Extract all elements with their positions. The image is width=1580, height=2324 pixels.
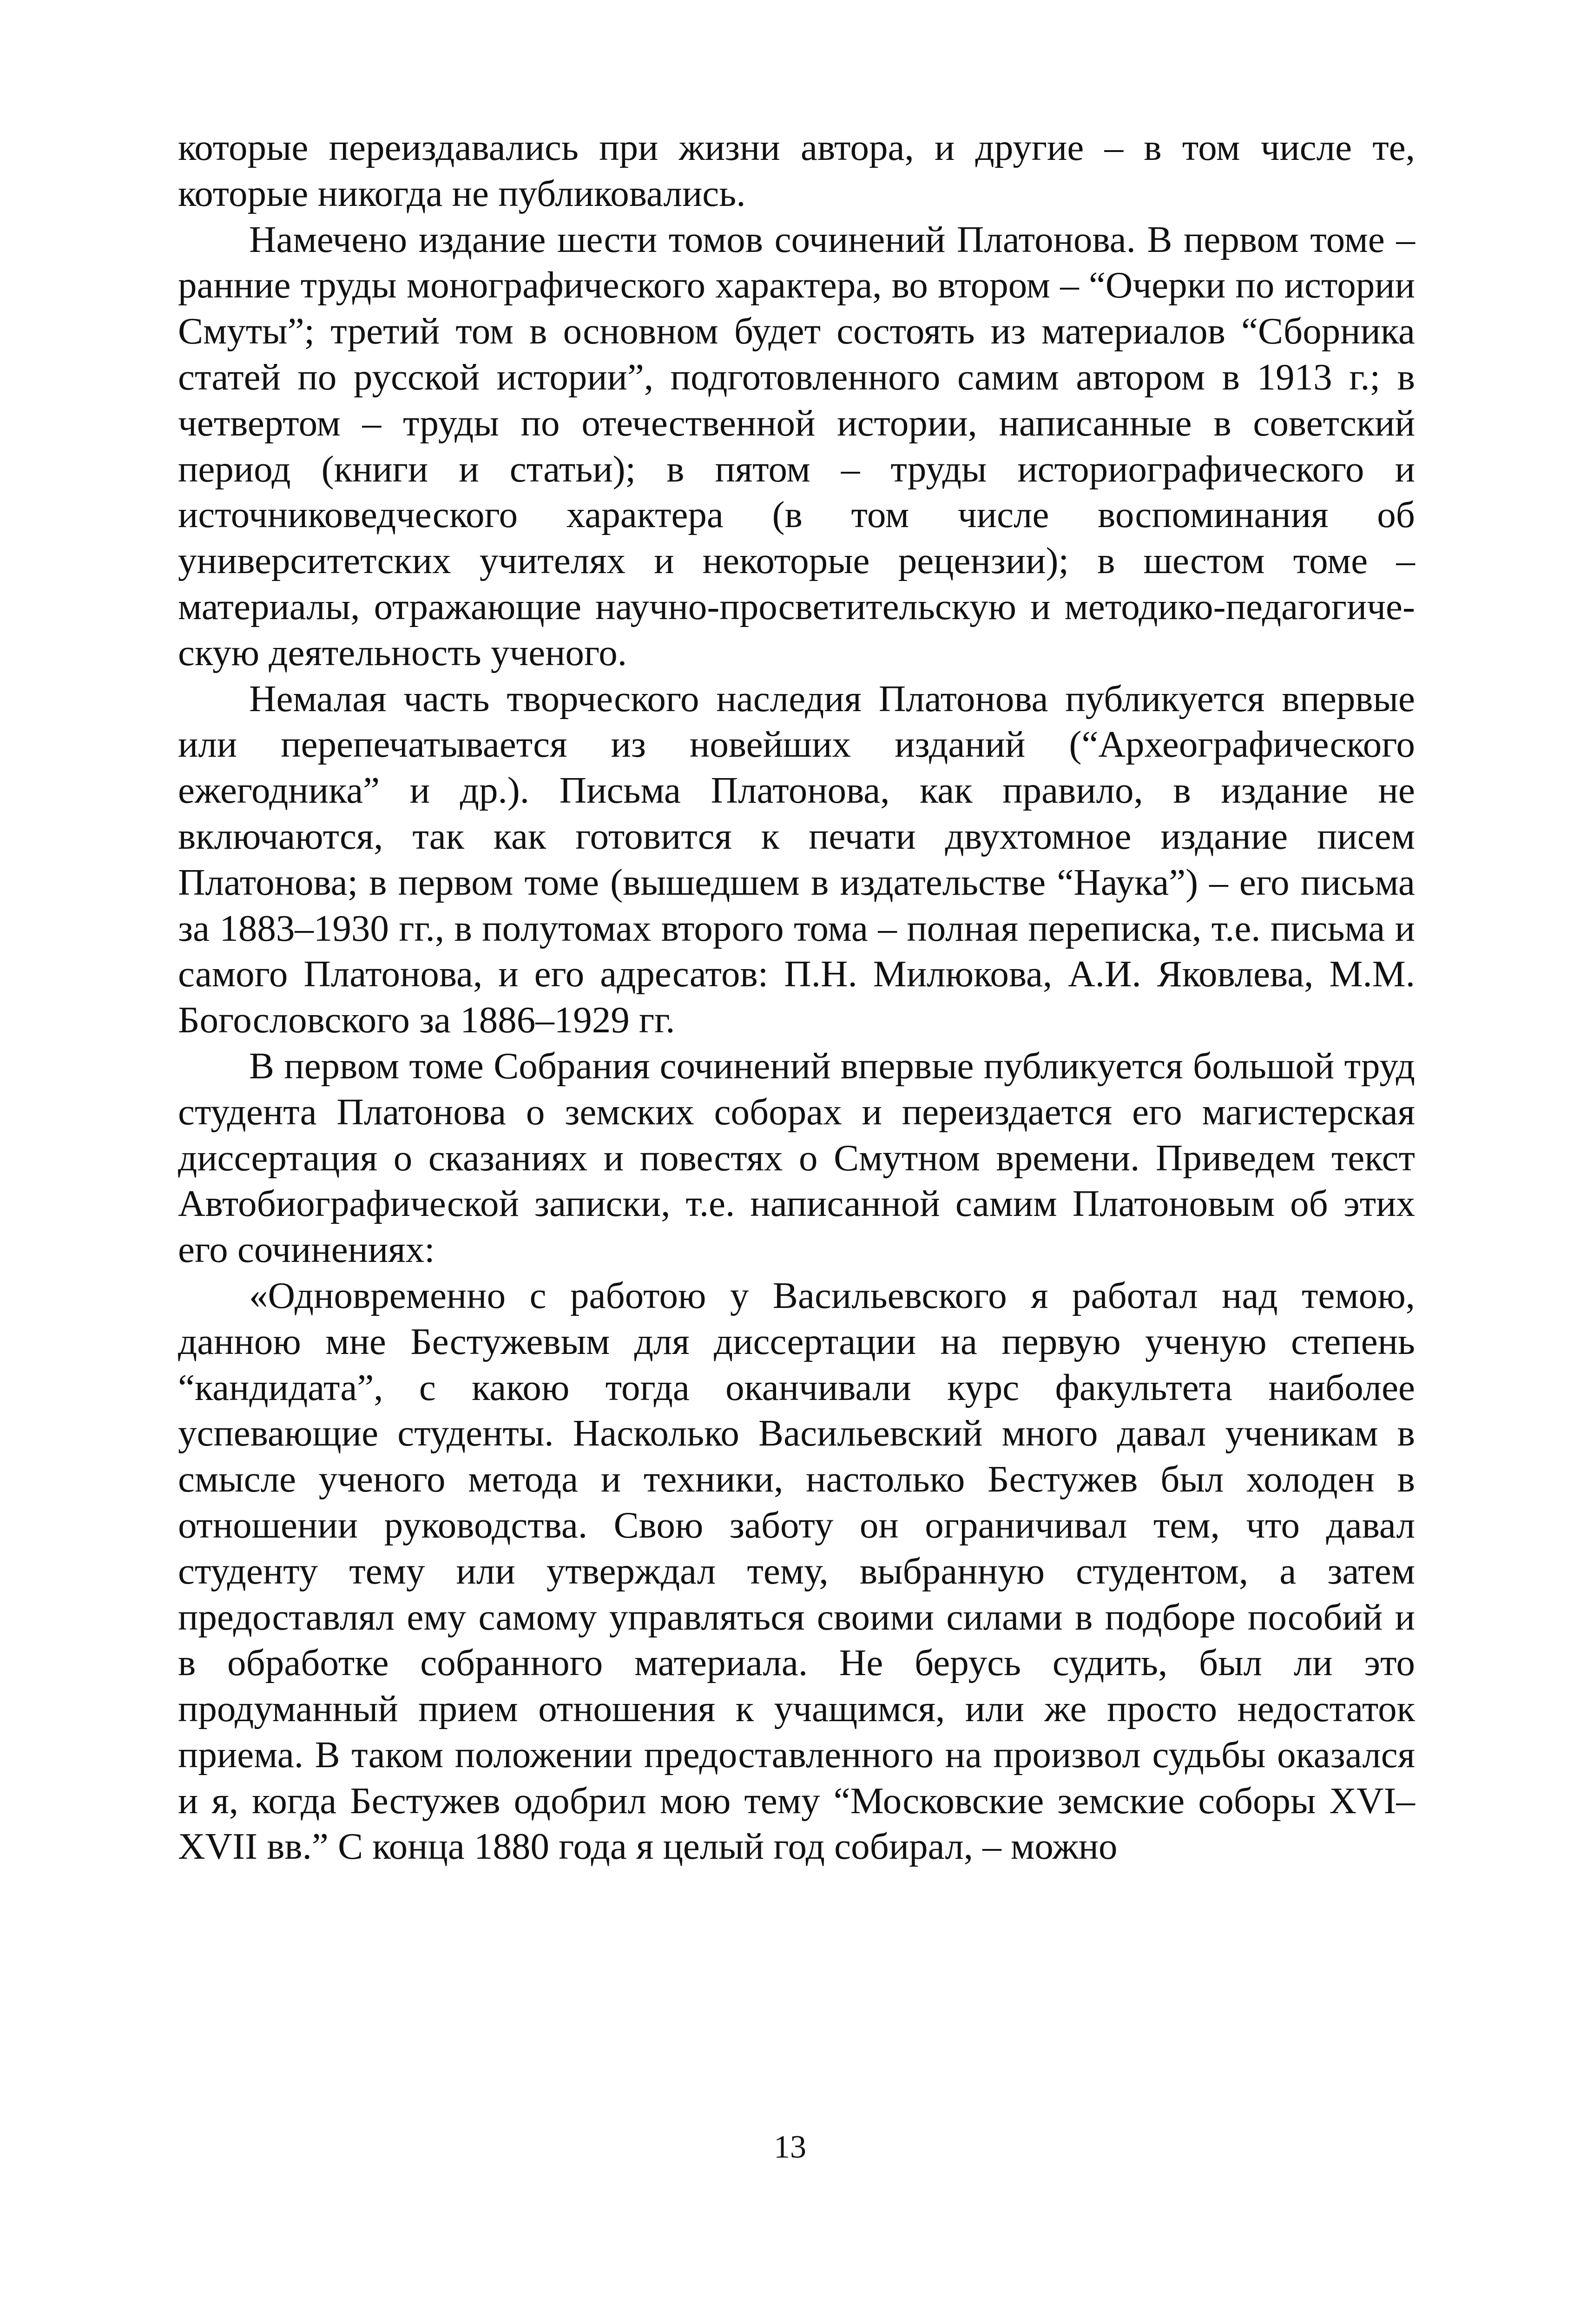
paragraph-3: Немалая часть творческого наследия Платонова публикуется впервые или перепечатывается из новейших изданий (“Археографического ежегодника” и др.). Письма Платонова, как правило, в издание не включаются, так как готовится к печати двухтомное издание писем Платонова; в первом томе (вышедшем в издательстве “Наука”) – его письма за 1883–1930 гг., в полутомах второго тома – полная переписка, т.е. письма и самого Платонова, и его адресатов: П.Н. Милюкова, А.И. Яковлева, М.М. Богословского за 1886–1929 гг.	[178, 677, 1415, 1041]
paragraph-4: В первом томе Собрания сочинений впервые публикуется большой труд студента Платонова о земских соборах и переиздается его магистерская диссертация о сказаниях и повестях о Смутном времени. Приведем текст Автобиографической записки, т.е. написанной самим Платоновым об этих его сочинениях:	[178, 1044, 1415, 1271]
paragraph-2: Намечено издание шести томов сочинений Платонова. В первом томе – ранние труды монографического характера, во втором – “Очерки по истории Смуты”; третий том в основном будет состоять из материалов “Сборника статей по русской истории”, подготовленного самим автором в 1913 г.; в четвертом – труды по отечественной истории, написанные в советский период (книги и статьи); в пятом – труды историографического и источниковедческого характера (в том числе воспоминания об университетских учителях и некоторые рецензии); в шестом томе – материалы, отражающие научно-просветительскую и методико-педагогическую деятельность ученого.	[178, 218, 1415, 673]
paragraph-5: «Одновременно с работою у Васильевского я работал над темою, данною мне Бестужевым для диссертации на первую ученую степень “кандидата”, с какою тогда оканчивали курс факультета наиболее успевающие студенты. Насколько Васильевский много давал ученикам в смысле ученого метода и техники, настолько Бестужев был холоден в отношении руководства. Свою заботу он ограничивал тем, что давал студенту тему или утверждал тему, выбранную студентом, а затем предоставлял ему самому управляться своими силами в подборе пособий и в обработке собранного материала. Не берусь судить, был ли это продуманный прием отношения к учащимся, или же просто недостаток приема. В таком положении предоставленного на произвол судьбы оказался и я, когда Бестужев одобрил мою тему “Московские земские соборы XVI–XVII вв.” С конца 1880 года я целый год собирал, – можно	[178, 1274, 1415, 1868]
paragraph-1: которые переиздавались при жизни автора, и другие – в том числе те, которые никогда не публиковались.	[178, 126, 1415, 214]
page-number: 13	[774, 2129, 806, 2165]
body-text	[178, 125, 1415, 1869]
